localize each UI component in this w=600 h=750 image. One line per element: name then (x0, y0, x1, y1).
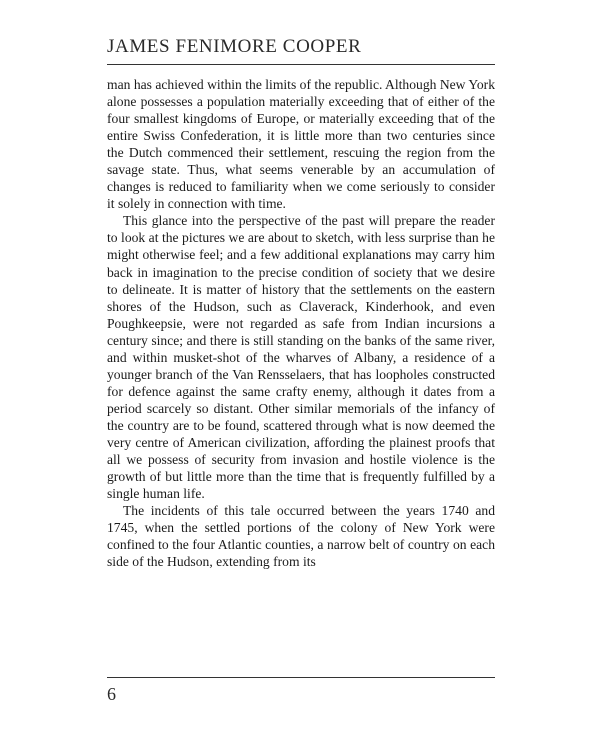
header-rule (107, 64, 495, 65)
body-text (107, 76, 495, 570)
paragraph-3: The incidents of this tale occurred between the years 1740 and 1745, when the settled portions of the colony of New York were confined to the four Atlantic counties, a narrow belt of country on each side of the Hudson, extending from its (107, 503, 495, 570)
paragraph-1: man has achieved within the limits of the republic. Although New York alone possesses a population materially exceeding that of either of the four smallest kingdoms of Europe, or materially exceeding that of the entire Swiss Confederation, it is little more than two centuries since the Dutch commenced their settlement, rescuing the region from the savage state. Thus, what seems venerable by an accumulation of changes is reduced to familiarity when we come seriously to consider it solely in connection with time. (107, 77, 495, 212)
running-head: JAMES FENIMORE COOPER (107, 36, 362, 57)
paragraph-2: This glance into the perspective of the past will prepare the reader to look at the pictures we are about to sketch, with less surprise than he might otherwise feel; and a few additional explanations may carry him back in imagination to the precise condition of society that we desire to delineate. It is matter of history that the settlements on the eastern shores of the Hudson, such as Claverack, Kinderhook, and even Poughkeepsie, were not regarded as safe from Indian incursions a century since; and there is still standing on the banks of the same river, and within musket-shot of the wharves of Albany, a residence of a younger branch of the Van Rensselaers, that has loopholes constructed for defence against the same crafty enemy, although it dates from a period scarcely so distant. Other similar memorials of the infancy of the country are to be found, scattered through what is now deemed the very centre of American civilization, affording the plainest proofs that all we possess of security from invasion and hostile violence is the growth of but little more than the time that is frequently fulfilled by a single human life. (107, 213, 495, 502)
page-number: 6 (107, 684, 116, 704)
footer-rule (107, 677, 495, 678)
